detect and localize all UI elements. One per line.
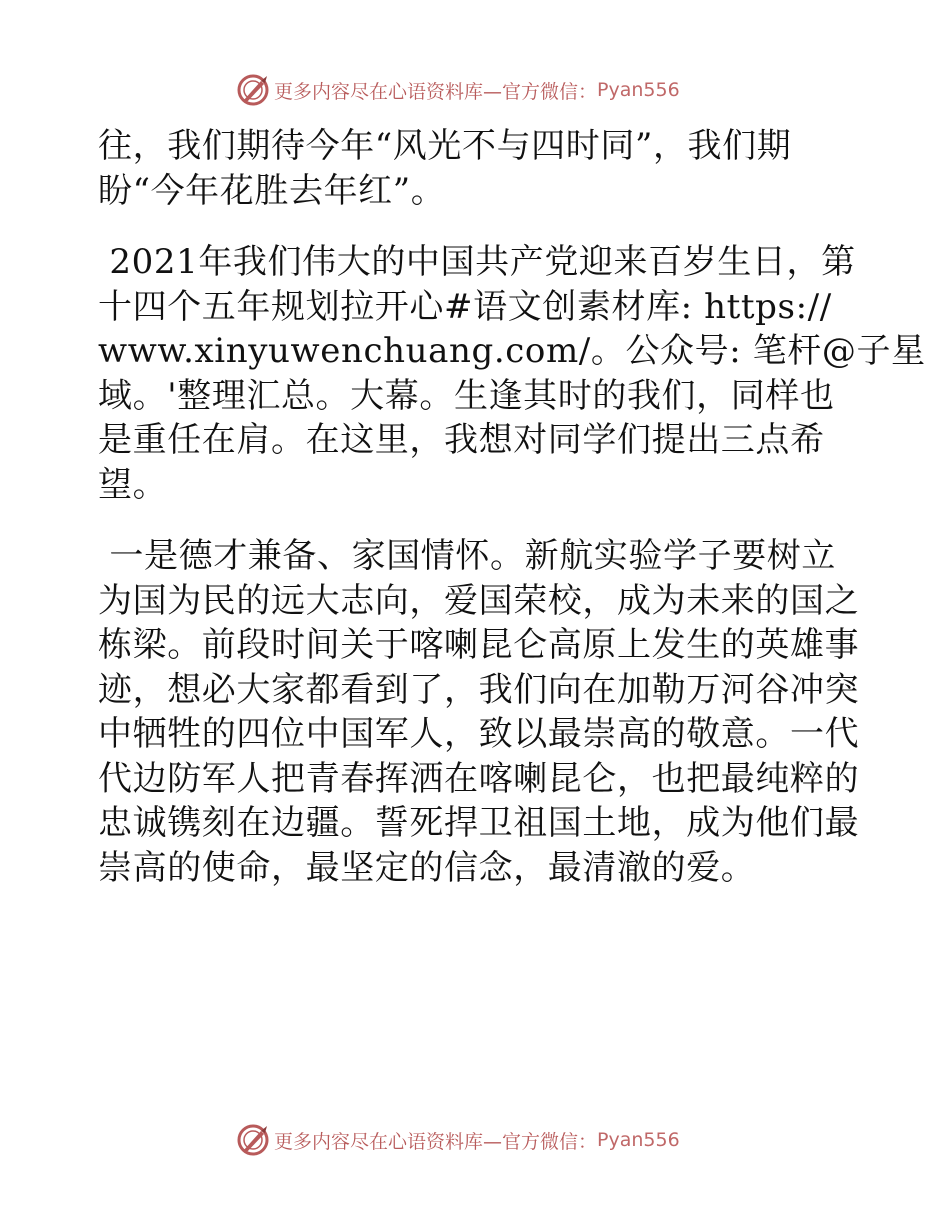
quill-pen-circle-icon bbox=[236, 73, 270, 107]
paragraph-2 bbox=[98, 240, 926, 507]
paragraph-3 bbox=[98, 534, 858, 890]
text-line: 域。'整理汇总。大幕。生逢其时的我们，同样也 bbox=[98, 375, 835, 416]
document-body bbox=[98, 124, 926, 890]
text-line: 望。 bbox=[98, 464, 168, 505]
footer-watermark-banner bbox=[236, 1122, 680, 1158]
text-line: 一是德才兼备、家国情怀。新航实验学子要树立 bbox=[98, 536, 837, 576]
text-line: 栋梁。前段时间关于喀喇昆仑高原上发生的英雄事 bbox=[98, 625, 860, 665]
footer-banner-id: Pyan556 bbox=[597, 1129, 680, 1151]
text-line: 迹，想必大家都看到了，我们向在加勒万河谷冲突 bbox=[98, 669, 860, 710]
footer-banner-text: 更多内容尽在心语资料库—官方微信： bbox=[274, 1130, 598, 1153]
text-line: 忠诚镌刻在边疆。誓死捍卫祖国土地，成为他们最 bbox=[98, 803, 860, 843]
text-line: 代边防军人把青春挥洒在喀喇昆仑，也把最纯粹的 bbox=[98, 758, 860, 799]
header-banner-id: Pyan556 bbox=[597, 79, 680, 101]
text-line: www.xinyuwenchuang.com/。公众号: 笔杆@子星 bbox=[98, 331, 926, 371]
text-line: 为国为民的远大志向，爱国荣校，成为未来的国之 bbox=[98, 580, 860, 621]
header-banner-text: 更多内容尽在心语资料库—官方微信： bbox=[274, 80, 598, 103]
text-line: 中牺牲的四位中国军人，致以最崇高的敬意。一代 bbox=[98, 714, 860, 754]
quill-pen-circle-icon bbox=[236, 1123, 270, 1157]
text-line: 2021年我们伟大的中国共产党迎来百岁生日，第 bbox=[98, 242, 856, 282]
text-line: 盼“今年花胜去年红”。 bbox=[98, 170, 446, 211]
text-line: 往，我们期待今年“风光不与四时同”，我们期 bbox=[98, 126, 792, 166]
text-line: 十四个五年规划拉开心#语文创素材库: https:// bbox=[98, 286, 832, 327]
text-line: 崇高的使命，最坚定的信念，最清澈的爱。 bbox=[98, 847, 756, 888]
text-line: 是重任在肩。在这里，我想对同学们提出三点希 bbox=[98, 420, 825, 460]
header-watermark-banner bbox=[236, 72, 680, 108]
paragraph-1 bbox=[98, 124, 858, 213]
